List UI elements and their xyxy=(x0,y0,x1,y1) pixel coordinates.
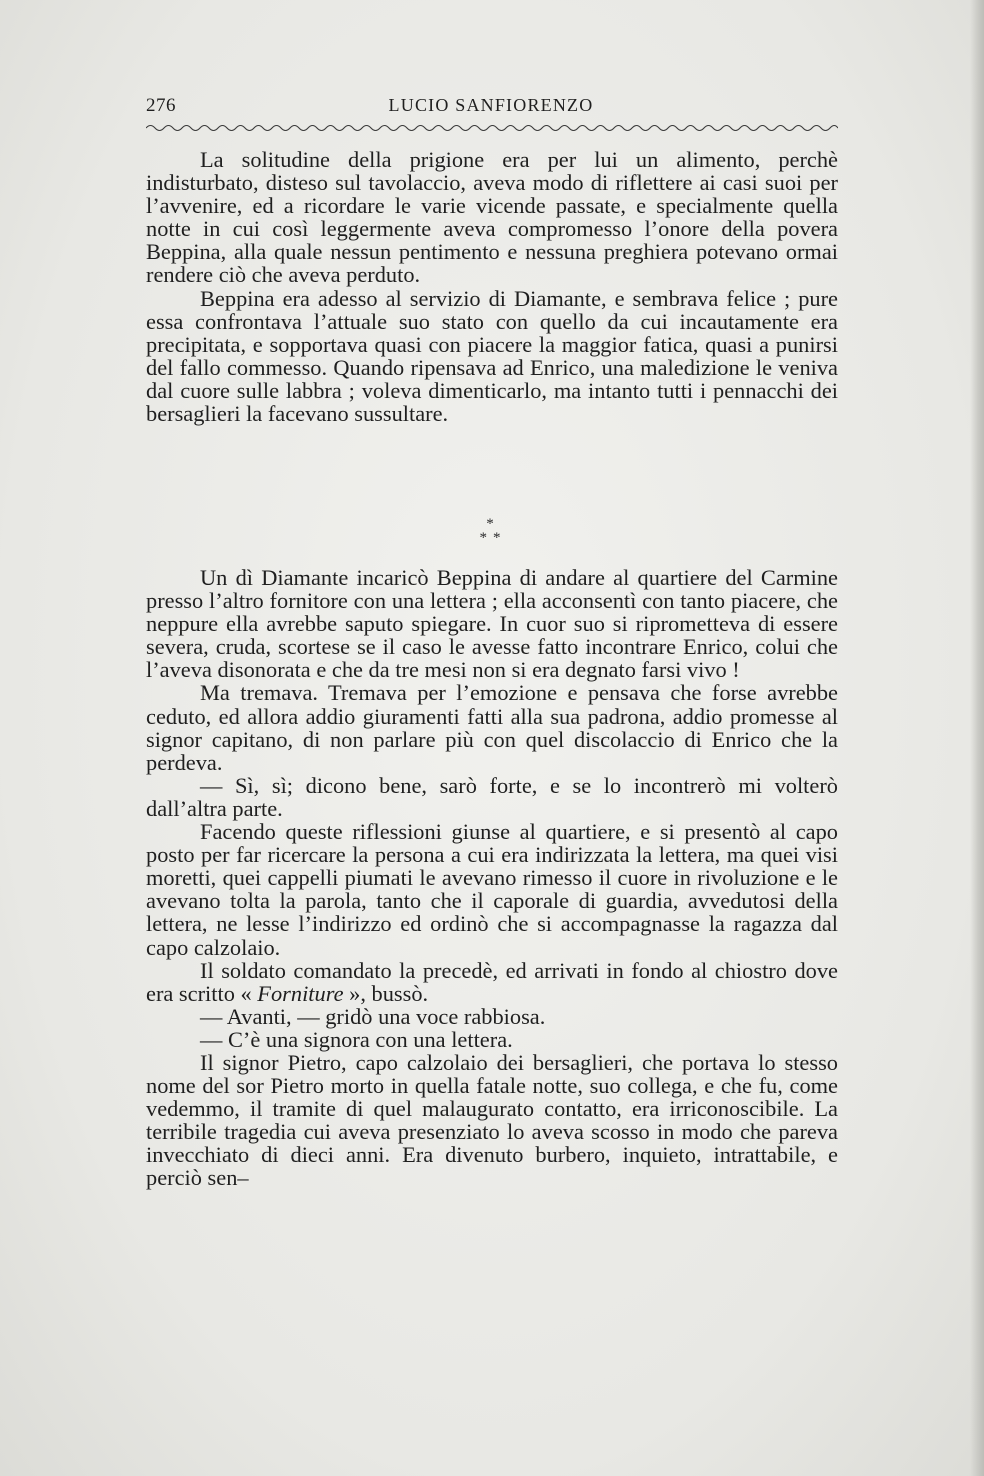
paragraph: Facendo queste riflessioni giunse al quartiere, e si presentò al capo posto per far ricercare la persona a cui era indirizzata la lettera, ma quei visi moretti, quei cappelli piumati le avevano rimesso il cuore in rivoluzione e le avevano tolta la parola, tanto che il caporale di guardia, avvedutosi della lettera, ne lesse l’indirizzo ed ordinò che si accompagnasse la ragazza dal capo calzolaio. xyxy=(146,819,838,960)
paragraph: Ma tremava. Tremava per l’emozione e pensava che forse avrebbe ceduto, ed allora addio giuramenti fatti alla sua padrona, addio promesse al signor capitano, di non parlare più con quel discolaccio di Enrico che la perdeva. xyxy=(146,680,838,775)
paragraph: Un dì Diamante incaricò Beppina di andare al quartiere del Carmine presso l’altro fornitore con una lettera ; ella acconsentì con tanto piacere, che neppure ella avrebbe saputo spiegare. In cuor suo si riprometteva di essere severa, cruda, scortese se il caso le avesse fatto incontrare Enrico, colui che l’aveva disonorata e che da tre mesi non si era degnato farsi vivo ! xyxy=(146,565,838,683)
italic-word: Forniture xyxy=(257,980,344,1006)
paragraph: Beppina era adesso al servizio di Diamante, e sembrava felice ; pure essa confrontava l’attuale suo stato con quello da cui incautamente era precipitata, e sopportava quasi con piacere la maggior fatica, quasi a punirsi del fallo commesso. Quando ripensava ad Enrico, una maledizione le veniva dal cuore sulle labbra ; voleva dimenticarlo, ma intanto tutti i pennacchi dei bersaglieri la facevano sussultare. xyxy=(146,285,838,427)
paragraph: Il signor Pietro, capo calzolaio dei bersaglieri, che portava lo stesso nome del sor Pietro morto in quella fatale notte, suo collega, e che fu, come vedemmo, il tramite di quel malaugurato contatto, era irriconoscibile. La terribile tragedia cui aveva presenziato lo aveva scosso in modo che pareva invecchiato di dieci anni. Era divenuto burbero, inquieto, intrattabile, e perciò sen– xyxy=(146,1049,838,1191)
page-edge-shadow xyxy=(970,0,984,1476)
paragraph: La solitudine della prigione era per lui un alimento, perchè indisturbato, disteso sul tavolaccio, aveva modo di riflettere ai casi suoi per l’avvenire, ed a ricordare le varie vicende passate, e specialmente quella notte in cui così leggermente aveva compromesso l’onore della povera Beppina, alla quale nessun pentimento e nessuna preghiera potevano ormai rendere ciò che aveva perduto. xyxy=(146,147,838,288)
text-section-1 xyxy=(146,148,838,425)
running-head: LUCIO SANFIORENZO xyxy=(388,95,594,115)
section-break-asterism xyxy=(470,517,510,553)
page-number: 276 xyxy=(146,95,176,116)
paragraph: — Sì, sì; dicono bene, sarò forte, e se lo incontrerò mi volterò dall’altra parte. xyxy=(146,772,838,821)
asterism-bottom: ** xyxy=(479,530,507,546)
paragraph: — Avanti, — gridò una voce rabbiosa. xyxy=(200,1003,546,1029)
page-header xyxy=(146,95,836,125)
paragraph-text: », bussò. xyxy=(343,980,429,1006)
paragraph: — C’è una signora con una lettera. xyxy=(200,1026,513,1052)
paragraph-text: Il soldato comandato la precedè, ed arrivati in fondo al chiostro dove era scritto « xyxy=(146,957,838,1006)
text-section-2 xyxy=(146,566,838,1190)
wavy-header-rule xyxy=(146,122,838,134)
paragraph xyxy=(146,959,838,1005)
asterism-top: * xyxy=(486,516,494,532)
